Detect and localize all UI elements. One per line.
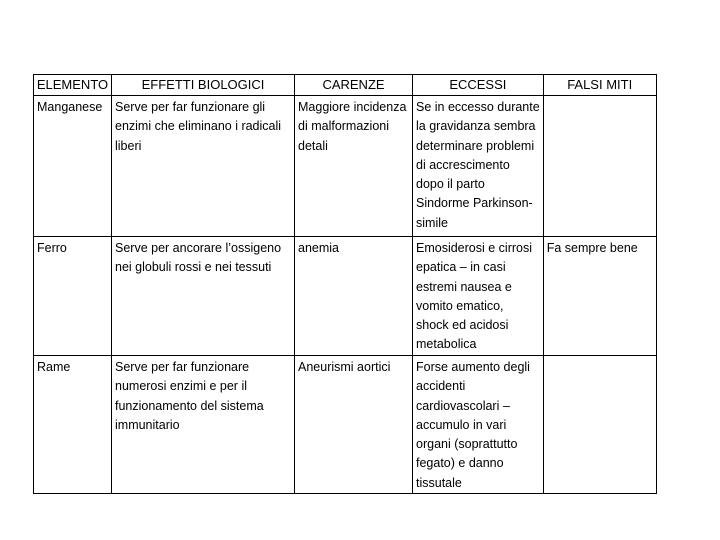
cell-text-line: shock ed acidosi [416,318,509,333]
cell-falsi-miti [543,96,656,237]
cell-text-line: fegato) e danno [416,456,504,471]
cell-text-line: Emosiderosi e cirrosi [416,241,533,255]
cell-text-line: Se in eccesso durante [416,100,540,114]
cell-text-line: Forse aumento degli [416,360,530,374]
table-row [34,356,657,494]
cell-text-line: vomito ematico, [416,298,504,313]
cell-elemento [34,237,112,356]
cell-text-line: accumulo in vari [416,417,507,432]
cell-text-line: Sindorme Parkinson- [416,196,533,211]
cell-falsi-miti [543,237,656,356]
cell-text-line: Maggiore incidenza [298,100,407,114]
cell-effetti [112,96,295,237]
cell-text-line: accidenti [416,379,466,394]
cell-carenze [295,96,413,237]
header-effetti-biologici: EFFETTI BIOLOGICI [112,75,295,96]
cell-text-line: Serve per ancorare l’ossigeno [115,241,282,255]
cell-eccessi [413,356,544,494]
cell-text-line: detali [298,138,328,153]
cell-text-line: immunitario [115,417,180,432]
minerals-table [33,74,657,494]
cell-effetti [112,356,295,494]
cell-falsi-miti [543,356,656,494]
cell-text-line: numerosi enzimi e per il [115,379,247,394]
cell-text-line: nei globuli rossi e nei tessuti [115,260,272,275]
cell-text-line: Serve per far funzionare gli [115,100,266,114]
cell-text-line: simile [416,215,448,230]
cell-eccessi [413,237,544,356]
cell-elemento [34,96,112,237]
cell-text-line: la gravidanza sembra [416,119,536,134]
cell-text-line: enzimi che eliminano i radicali [115,119,282,134]
cell-text-line: metabolica [416,337,477,352]
cell-text-line: anemia [298,241,339,255]
cell-text-line: estremi nausea e [416,279,512,294]
cell-text-line: determinare problemi [416,138,535,153]
cell-elemento [34,356,112,494]
table-row [34,96,657,237]
cell-carenze [295,237,413,356]
cell-text-line: Fa sempre bene [546,241,638,255]
header-eccessi: ECCESSI [413,75,544,96]
header-row [34,75,657,96]
cell-text-line: di accrescimento [416,157,510,172]
cell-text-line: dopo il parto [416,177,485,192]
cell-text-line: cardiovascolari – [416,398,510,413]
header-falsi-miti: FALSI MITI [543,75,656,96]
cell-text-line: Aneurismi aortici [298,360,391,374]
cell-text-line: liberi [115,138,142,153]
cell-text-line: Ferro [37,241,67,255]
header-elemento: ELEMENTO [34,75,112,96]
cell-text-line: Rame [37,360,71,374]
cell-text-line: tissutale [416,475,462,490]
cell-text-line: Serve per far funzionare [115,360,250,374]
cell-text-line: Manganese [37,100,103,114]
cell-text-line: organi (soprattutto [416,437,518,452]
cell-eccessi [413,96,544,237]
cell-carenze [295,356,413,494]
cell-text-line: di malformazioni [298,119,390,134]
header-carenze: CARENZE [295,75,413,96]
cell-text-line: epatica – in casi [416,260,506,275]
cell-text-line: funzionamento del sistema [115,398,264,413]
table-row [34,237,657,356]
cell-effetti [112,237,295,356]
